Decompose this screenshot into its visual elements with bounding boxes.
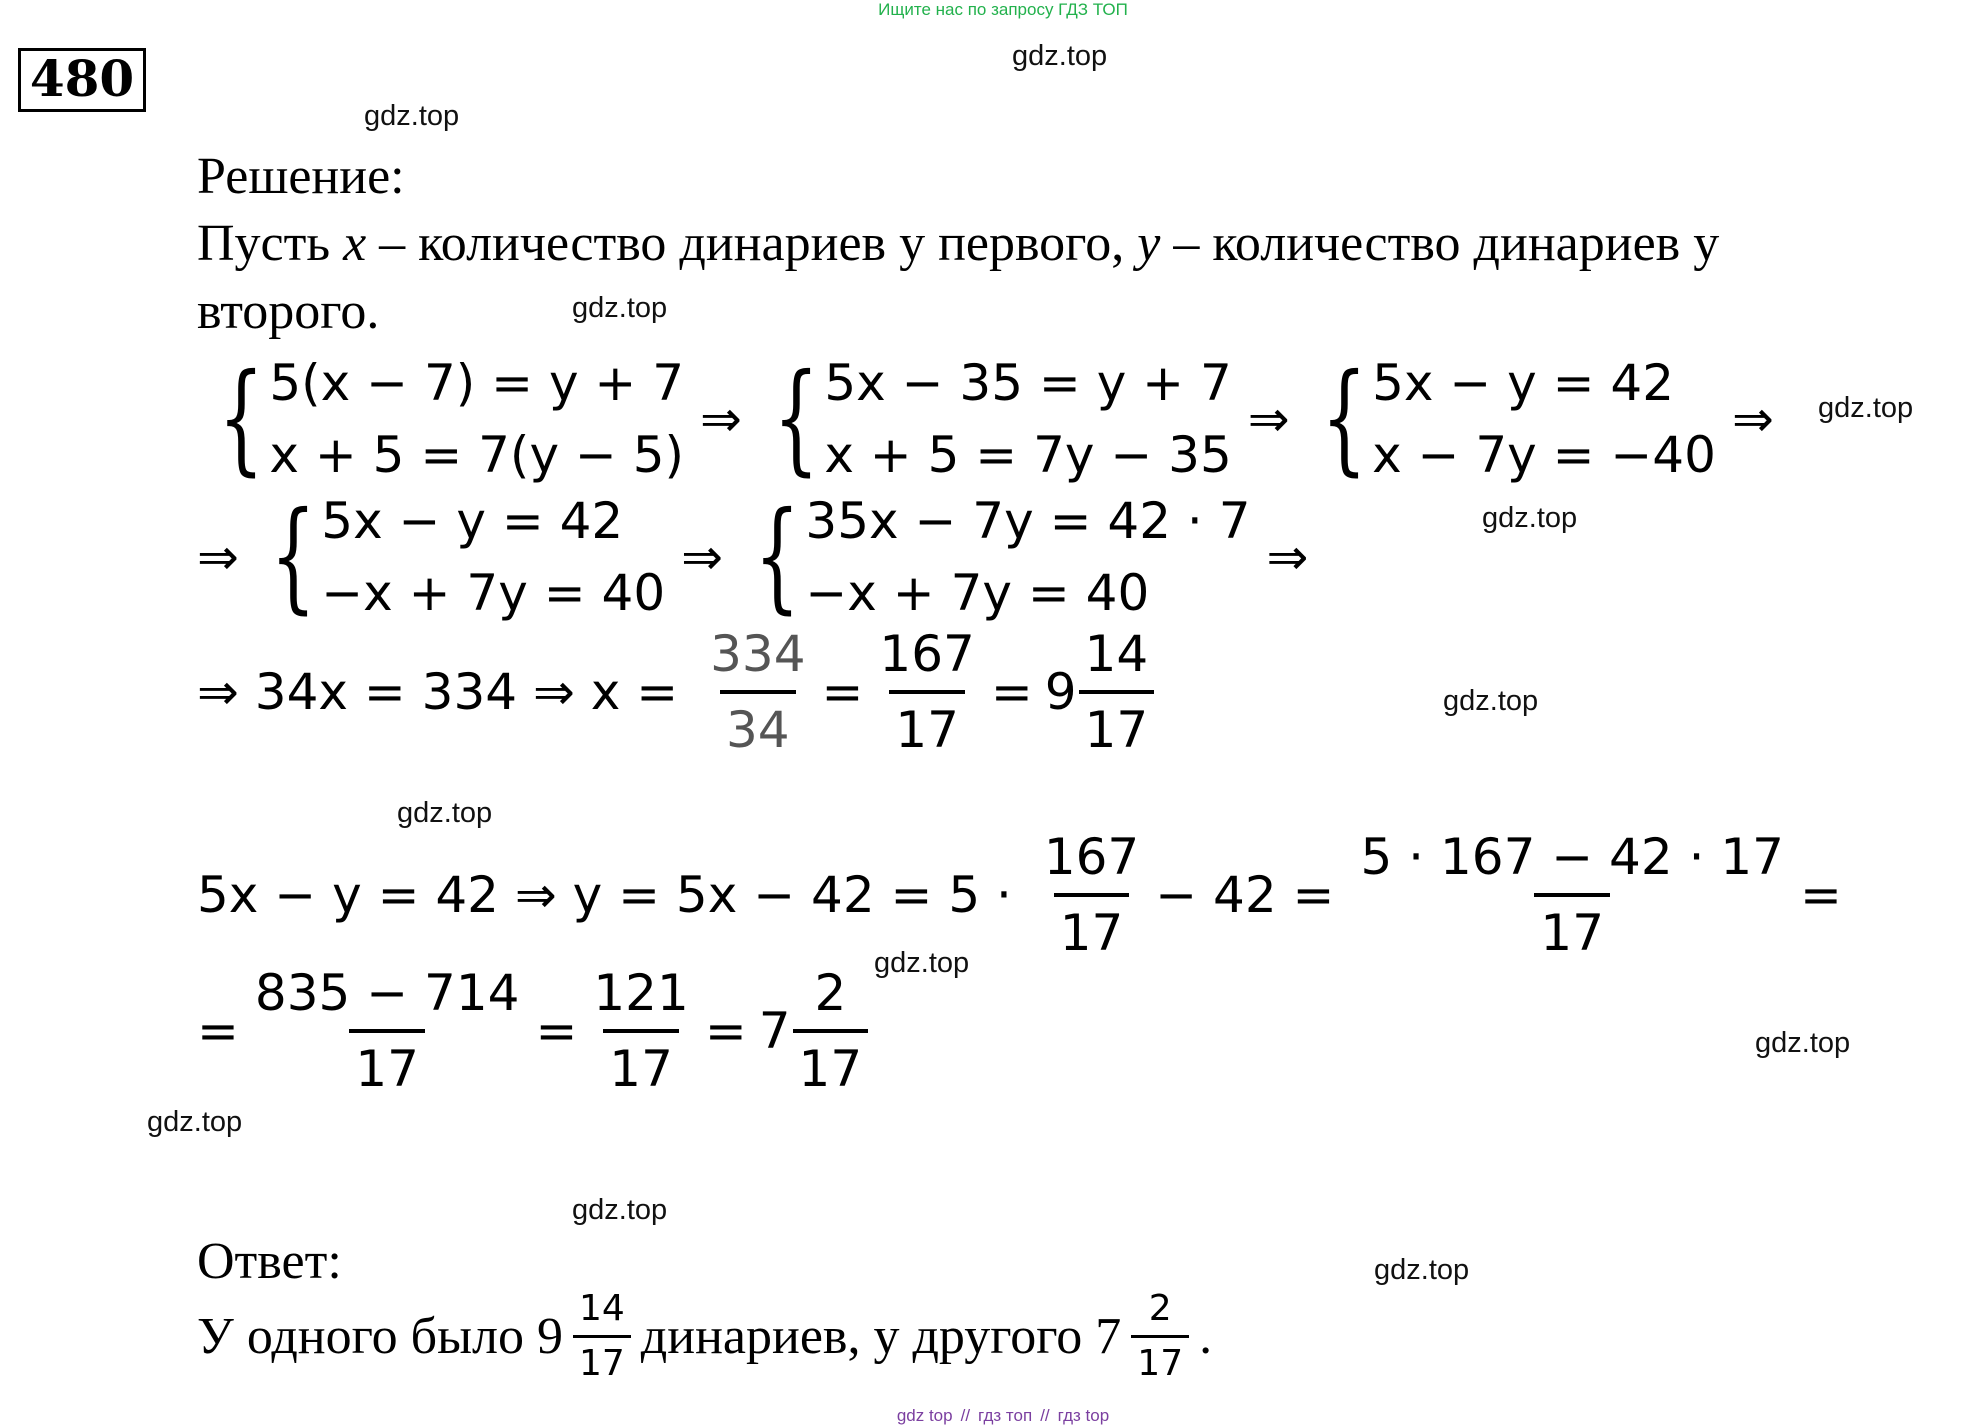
equals-sign: = xyxy=(821,663,864,721)
footer-link[interactable]: гдз top xyxy=(1057,1406,1110,1425)
system-row: x − 7y = −40 xyxy=(1372,426,1716,484)
denominator: 17 xyxy=(1054,893,1130,965)
numerator: 5 · 167 − 42 · 17 xyxy=(1360,828,1784,886)
brace: { xyxy=(1320,349,1367,488)
fraction xyxy=(587,961,694,1101)
equals-sign: = xyxy=(990,663,1033,721)
fraction xyxy=(249,961,526,1101)
numerator: 2 xyxy=(814,964,847,1022)
answer-part: динариев, у другого 7 xyxy=(640,1307,1122,1365)
watermark: gdz.top xyxy=(1482,502,1578,534)
system-row: 5(x − 7) = y + 7 xyxy=(269,354,685,412)
mixed-whole: 7 xyxy=(758,1002,791,1060)
watermark: gdz.top xyxy=(1443,685,1539,717)
separator: // xyxy=(960,1406,971,1425)
top-banner[interactable]: Ищите нас по запросу ГДЗ ТОП xyxy=(878,0,1128,19)
intro-line-1 xyxy=(197,214,1719,273)
watermark: gdz.top xyxy=(1374,1254,1470,1286)
fraction xyxy=(1131,1287,1189,1386)
fraction xyxy=(1038,825,1145,965)
answer-heading: Ответ: xyxy=(197,1233,342,1290)
system-4 xyxy=(255,482,665,632)
numerator: 835 − 714 xyxy=(254,964,520,1022)
watermark: gdz.top xyxy=(397,797,493,829)
system-3 xyxy=(1306,344,1716,494)
watermark: gdz.top xyxy=(1755,1027,1851,1059)
brace: { xyxy=(270,487,316,626)
numerator: 14 xyxy=(1084,625,1149,683)
equation-text: ⇒ 34x = 334 ⇒ x = xyxy=(197,663,695,721)
watermark: gdz.top xyxy=(572,292,668,324)
footer-link[interactable]: gdz top xyxy=(896,1406,953,1425)
footer-links xyxy=(0,1406,1980,1426)
equals-sign: = xyxy=(535,1002,578,1060)
brace: { xyxy=(773,349,820,488)
system-row: −x + 7y = 40 xyxy=(321,564,666,622)
numerator: 121 xyxy=(593,964,689,1022)
system-row: x + 5 = 7(y − 5) xyxy=(269,426,685,484)
system-row: 35x − 7y = 42 · 7 xyxy=(805,492,1251,550)
watermark: gdz.top xyxy=(1818,392,1914,424)
equation-line-3 xyxy=(197,622,1164,762)
var-y: y xyxy=(1137,215,1161,272)
implies-arrow: ⇒ xyxy=(681,528,724,586)
problem-number: 480 xyxy=(18,48,146,112)
equation-line-4 xyxy=(197,822,1842,968)
intro-text: Пусть xyxy=(197,215,344,272)
equation-text: 5x − y = 42 ⇒ y = 5x − 42 = 5 · xyxy=(197,866,1028,924)
denominator: 17 xyxy=(793,1029,869,1101)
denominator: 17 xyxy=(573,1335,631,1386)
answer-text xyxy=(197,1288,1212,1384)
brace: { xyxy=(754,487,801,626)
fraction xyxy=(704,622,811,762)
denominator: 17 xyxy=(1534,893,1610,965)
watermark: gdz.top xyxy=(572,1194,668,1226)
intro-line-2: второго. xyxy=(197,283,380,340)
fraction xyxy=(873,622,980,762)
separator: // xyxy=(1040,1406,1050,1425)
system-5 xyxy=(739,482,1250,632)
denominator: 17 xyxy=(349,1029,425,1101)
answer-part: . xyxy=(1199,1307,1213,1365)
system-row: 5x − y = 42 xyxy=(321,492,624,550)
equals-sign: = xyxy=(1800,866,1842,924)
fraction xyxy=(1079,622,1155,762)
equation-line-2 xyxy=(197,482,1318,632)
answer-part: У одного было 9 xyxy=(197,1307,563,1365)
numerator: 14 xyxy=(578,1287,625,1329)
equation-line-5 xyxy=(197,958,878,1104)
implies-arrow: ⇒ xyxy=(700,390,742,448)
system-row: −x + 7y = 40 xyxy=(805,564,1150,622)
watermark: gdz.top xyxy=(874,947,970,979)
system-row: 5x − 35 = y + 7 xyxy=(824,354,1232,412)
footer-link[interactable]: гдз топ xyxy=(978,1406,1033,1425)
numerator: 2 xyxy=(1148,1287,1172,1329)
watermark: gdz.top xyxy=(364,100,460,132)
watermark: gdz.top xyxy=(1012,40,1108,72)
equation-line-1 xyxy=(197,344,1784,494)
intro-text: – количество динариев у xyxy=(1160,215,1720,272)
brace: { xyxy=(218,349,265,488)
system-row: x + 5 = 7y − 35 xyxy=(824,426,1232,484)
numerator: 334 xyxy=(710,625,806,683)
system-2 xyxy=(758,344,1232,494)
numerator: 167 xyxy=(1043,828,1140,886)
intro-text: – количество динариев у первого, xyxy=(366,215,1138,272)
equation-text: − 42 = xyxy=(1155,866,1335,924)
denominator: 17 xyxy=(1131,1335,1189,1386)
denominator: 17 xyxy=(603,1029,679,1101)
fraction xyxy=(793,961,869,1101)
implies-arrow: ⇒ xyxy=(197,528,239,586)
fraction xyxy=(573,1287,631,1386)
implies-arrow: ⇒ xyxy=(1266,528,1309,586)
numerator: 167 xyxy=(879,625,975,683)
mixed-whole: 9 xyxy=(1044,663,1077,721)
fraction xyxy=(1354,825,1790,965)
implies-arrow: ⇒ xyxy=(1247,390,1290,448)
equals-sign: = xyxy=(704,1002,747,1060)
solution-heading: Решение: xyxy=(197,148,405,205)
implies-arrow: ⇒ xyxy=(1731,390,1774,448)
denominator: 34 xyxy=(720,690,796,762)
system-row: 5x − y = 42 xyxy=(1372,354,1675,412)
equals-sign: = xyxy=(197,1002,239,1060)
denominator: 17 xyxy=(1079,690,1155,762)
system-1 xyxy=(203,344,684,494)
watermark: gdz.top xyxy=(147,1106,243,1138)
var-x: x xyxy=(343,215,367,272)
denominator: 17 xyxy=(889,690,965,762)
